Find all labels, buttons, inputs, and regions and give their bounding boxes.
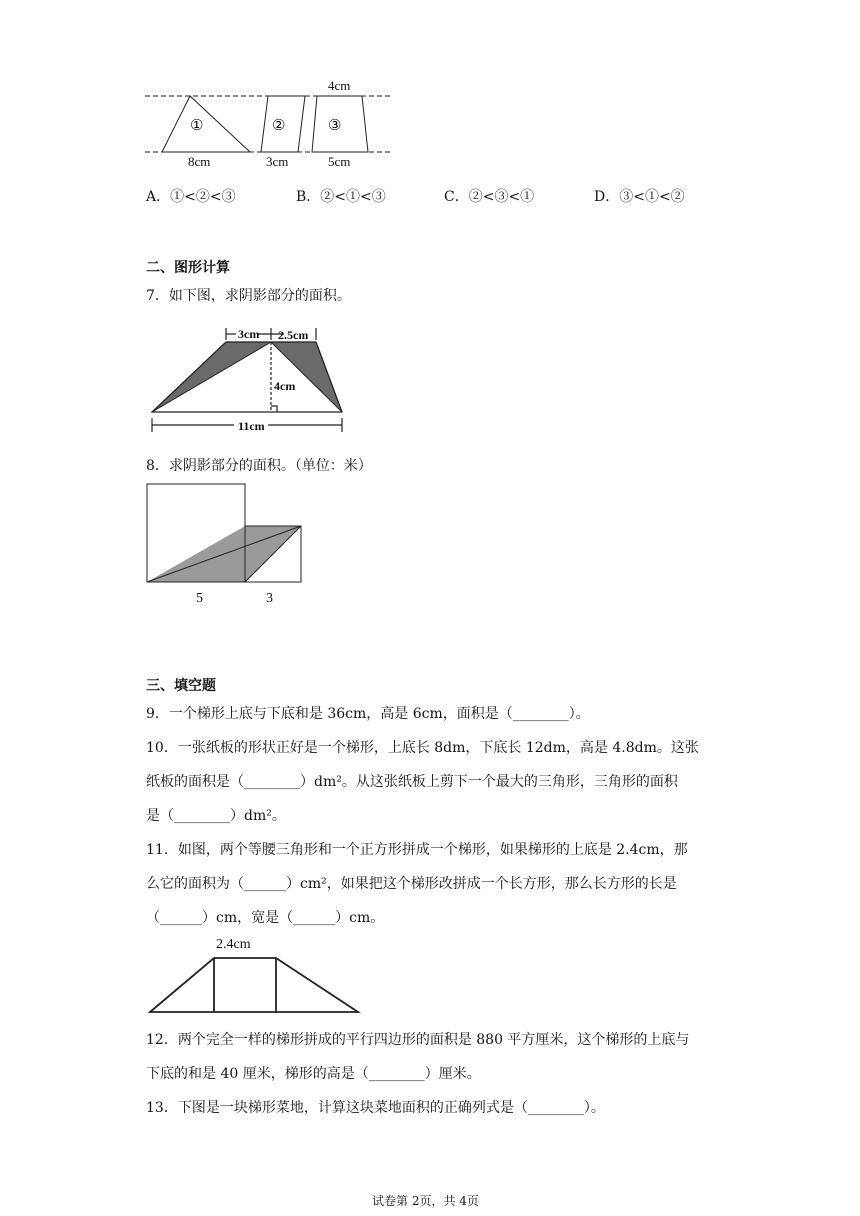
q10-line-2: 纸板的面积是（________）dm²。从这张纸板上剪下一个最大的三角形，三角形的面积	[146, 774, 678, 790]
base-2-label: 3cm	[266, 154, 289, 169]
q8-label-3: 3	[266, 591, 273, 606]
option-c: C．②<③<①	[444, 189, 535, 205]
trapezoid-outline	[150, 958, 358, 1012]
q6-figure	[140, 74, 400, 170]
left-shaded-triangle	[152, 342, 271, 412]
q8-figure	[140, 480, 320, 610]
shape-2-label: ②	[272, 118, 286, 134]
q8-label-5: 5	[196, 591, 203, 606]
q10-line-3: 是（________）dm²。	[146, 808, 286, 824]
q11-figure	[146, 930, 366, 1018]
shape-3-label: ③	[328, 118, 342, 134]
page-footer: 试卷第 2页，共 4页	[372, 1194, 479, 1208]
base-3-label: 5cm	[328, 154, 351, 169]
q7-text: 7．如下图，求阴影部分的面积。	[146, 288, 351, 304]
section-2-title: 二、图形计算	[146, 260, 230, 276]
q11-line-2: 么它的面积为（______）cm²，如果把这个梯形改拼成一个长方形，那么长方形的长是	[146, 876, 677, 892]
q13-line-1: 13．下图是一块梯形菜地，计算这块菜地面积的正确列式是（________）。	[146, 1100, 605, 1116]
q11-line-3: （______）cm，宽是（______）cm。	[146, 910, 385, 926]
left-shaded-triangle	[147, 526, 245, 582]
q9-line-1: 9．一个梯形上底与下底和是 36cm，高是 6cm，面积是（________）。	[146, 706, 590, 722]
base-1-label: 8cm	[188, 154, 211, 169]
triangle-shape-1	[162, 96, 250, 152]
q12-line-1: 12．两个完全一样的梯形拼成的平行四边形的面积是 880 平方厘米，这个梯形的上底与	[146, 1032, 690, 1048]
section-3-title: 三、填空题	[146, 678, 216, 694]
q7-label-3cm: 3cm	[238, 327, 260, 341]
q7-label-4cm: 4cm	[274, 379, 296, 393]
right-angle-mark	[271, 406, 277, 412]
q7-label-2-5cm: 2.5cm	[278, 328, 309, 342]
q10-line-1: 10．一张纸板的形状正好是一个梯形，上底长 8dm，下底长 12dm，高是 4.8dm。这张	[146, 740, 699, 756]
right-shaded-triangle	[271, 342, 342, 412]
q8-text: 8．求阴影部分的面积。（单位：米）	[146, 458, 372, 474]
option-d: D．③<①<②	[594, 189, 685, 205]
q7-figure	[146, 322, 346, 434]
q7-label-11cm: 11cm	[238, 419, 265, 433]
option-a: A．①<②<③	[146, 189, 236, 205]
q6-top-label: 4cm	[328, 78, 351, 93]
q11-label-2-4cm: 2.4cm	[216, 937, 251, 952]
q11-line-1: 11．如图，两个等腰三角形和一个正方形拼成一个梯形，如果梯形的上底是 2.4cm，那	[146, 842, 688, 858]
q12-line-2: 下底的和是 40 厘米，梯形的高是（________）厘米。	[146, 1066, 481, 1082]
shape-1-label: ①	[190, 118, 204, 134]
option-b: B．②<①<③	[296, 189, 386, 205]
